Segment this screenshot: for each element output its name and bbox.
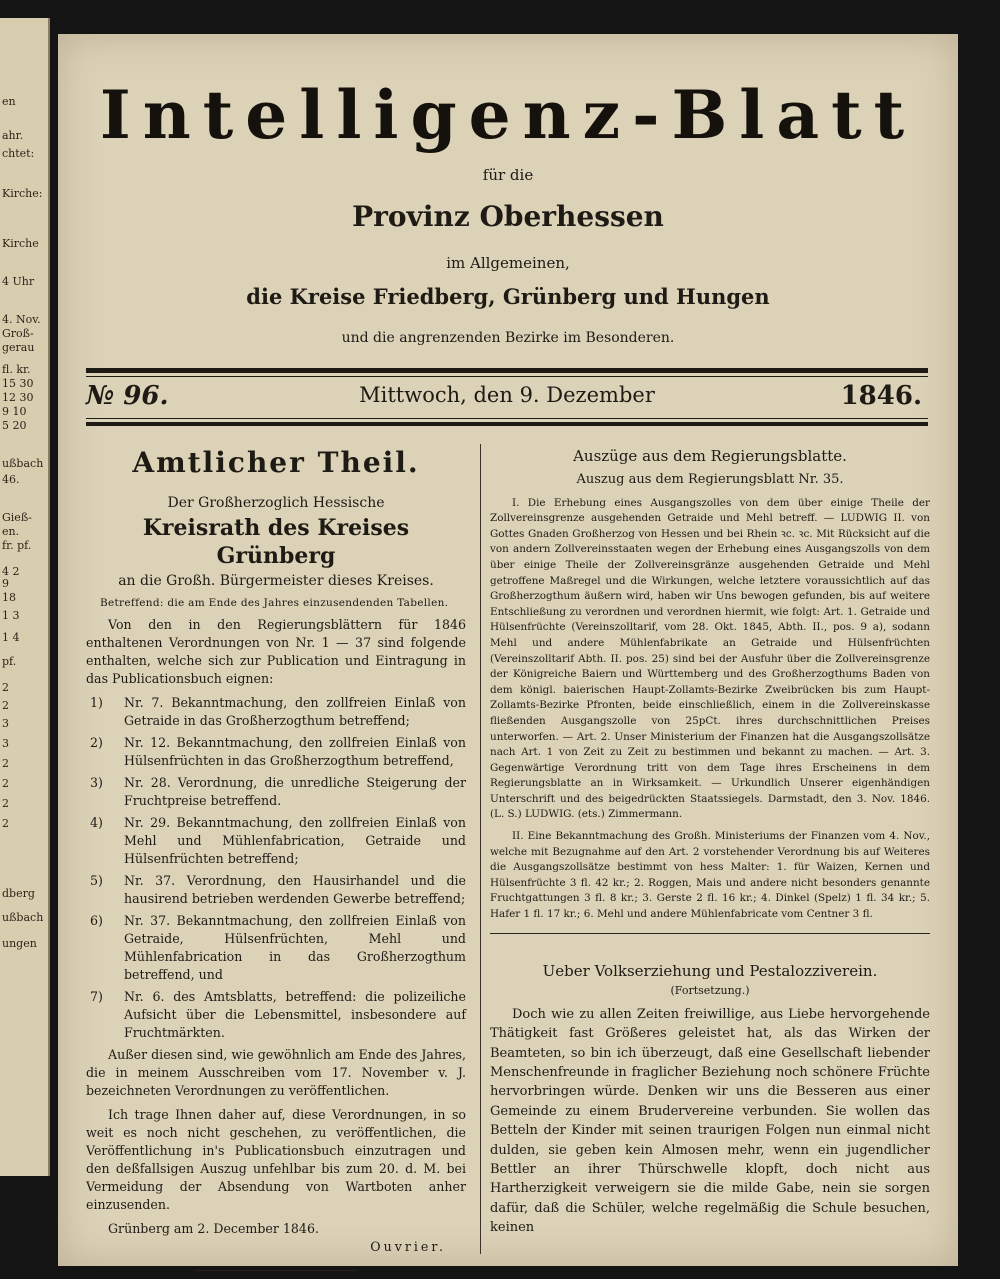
previous-page-edge xyxy=(0,18,50,1176)
notice-issuer-line1: Der Großherzoglich Hessische xyxy=(167,495,385,511)
decree-item-number: 6) xyxy=(90,913,103,928)
previous-page-fragment: fr. pf. xyxy=(2,539,32,552)
masthead-fuer-die: für die xyxy=(482,166,534,184)
previous-page-fragment: ußbach xyxy=(2,457,44,470)
previous-page-fragment: 2 xyxy=(2,757,9,770)
decree-item-number: 5) xyxy=(90,873,103,888)
notice-issuer-line2: Kreisrath des Kreises Grünberg xyxy=(142,515,410,569)
previous-page-fragment: 3 xyxy=(2,717,9,730)
previous-page-fragment: 4. Nov. xyxy=(2,313,41,326)
newspaper-page xyxy=(58,34,958,1266)
section-heading-amtlich: Amtlicher Theil. xyxy=(132,446,420,479)
previous-page-fragment: ungen xyxy=(2,937,37,950)
excerpt-paragraph-1: I. Die Erhebung eines Ausgangszolles von dem über einige Theile der Zollvereinsgrenze ausgehenden Getraide und Mehl betreff. — LUDWIG II. von Gottes Gnaden Großherzog von Hessen und bei Rhein ꝛc. ꝛc. Mit Rücksicht auf die von andern Zollvereinsstaaten wegen der Erhebung eines Ausgangszolls von dem über einige Theile der Zollvereinsgränze ausgehenden Getraide und Mehl getroffene Maßregel und die Wirkungen, welche letztere voraussichtlich auf das Großherzogthum äußern wird, haben wir Uns bewogen gefunden, bis auf weitere Entschließung zu verordnen und verordnen hiermit, wie folgt: Art. 1. Getraide und Hülsenfrüchte (Vereinszolltarif, vom 28. Okt. 1845, Abth. II., pos. 9 a), sodann Mehl und andere Mühlenfabrikate an Getraide und Hülsenfrüchten (Vereinszolltarif Abth. II. pos. 25) sind bei der Ausfuhr über die Zollvereinsgrenze der Königreiche Baiern und Württemberg und des Großherzogthums Baden von dem königl. baierischen Haupt-Zollamts-Bezirke Zweibrücken bis zum Haupt-Zollamts-Bezirke Pfronten, beide einschließlich, einem in die Zollvereinskasse fließenden Ausgangszolle von 25pCt. ihres durchschnittlichen Preises unterworfen. — Art. 2. Unser Ministerium der Finanzen hat die Ausgangszollsätze nach Art. 1 von Zeit zu Zeit zu bestimmen und bekannt zu machen. — Art. 3. Gegenwärtige Verordnung tritt von dem Tage ihres Erscheinens in dem Regierungsblatte an in Wirksamkeit. — Urkundlich Unserer eigenhändigen Unterschrift und des beigedrückten Staatssiegels. Darmstadt, den 3. Nov. 1846. (L. S.) LUDWIG. (ets.) Zimmermann. xyxy=(490,496,930,821)
previous-page-fragment: 4 Uhr xyxy=(2,275,35,288)
masthead-allgemein: im Allgemeinen, xyxy=(446,254,570,272)
decree-item-text: Nr. 29. Bekanntmachung, den zollfreien Einlaß von Mehl und Mühlenfabrication, Getraide und Hülsenfrüchten betreffend; xyxy=(124,815,466,866)
previous-page-fragment: gerau xyxy=(2,341,35,354)
masthead-title: Intelligenz-Blatt xyxy=(99,76,917,154)
previous-page-fragment: 1 3 xyxy=(2,609,20,622)
previous-page-fragment: 12 30 xyxy=(2,391,34,404)
previous-page-fragment: 9 10 xyxy=(2,405,27,418)
notice-place-date: Grünberg am 2. December 1846. xyxy=(108,1221,319,1236)
decree-item-number: 3) xyxy=(90,775,103,790)
masthead-provinz: Provinz Oberhessen xyxy=(352,200,664,233)
column-divider xyxy=(480,444,481,1254)
previous-page-fragment: 9 xyxy=(2,577,9,590)
previous-page-fragment: dberg xyxy=(2,887,35,900)
decree-item-number: 7) xyxy=(90,989,103,1004)
previous-page-fragment: 4 2 xyxy=(2,565,20,578)
decree-item xyxy=(86,734,466,770)
decree-item-text: Nr. 12. Bekanntmachung, den zollfreien Einlaß von Hülsenfrüchten in das Großherzogthum betreffend, xyxy=(124,735,466,768)
previous-page-fragment: 2 xyxy=(2,817,9,830)
end-rule xyxy=(196,1270,356,1271)
notice-subject: Betreffend: die am Ende des Jahres einzusendenden Tabellen. xyxy=(100,597,449,609)
decree-list xyxy=(86,694,466,1042)
decree-item-text: Nr. 6. des Amtsblatts, betreffend: die polizeiliche Aufsicht über die Lebensmittel, insbesondere auf Fruchtmärkten. xyxy=(124,989,466,1040)
article-body: Doch wie zu allen Zeiten freiwillige, aus Liebe hervorgehende Thätigkeit fast Größeres geleistet hat, als das Wirken der Beamteten, so bin ich überzeugt, daß eine Gesellschaft liebender Menschenfreunde in fraglicher Beziehung noch schönere Früchte hervorbringen würde. Denken wir uns die Besseren aus einer Gemeinde zu einem Brudervereine verbunden. Sie wollen das Betteln der Kinder mit seinen traurigen Folgen nun einmal nicht dulden, sie geben kein Almosen mehr, wenn ein jugendlicher Bettler an ihrer Thürschwelle klopft, doch nicht aus Hartherzigkeit verweigern sie die milde Gabe, nein sie sorgen dafür, daß die Schüler, welche regelmäßig die Schule besuchen, keinen xyxy=(490,1006,930,1236)
excerpts-heading: Auszüge aus dem Regierungsblatte. xyxy=(573,447,847,465)
excerpt-paragraph-2: II. Eine Bekanntmachung des Großh. Ministeriums der Finanzen vom 4. Nov., welche mit Bezugnahme auf den Art. 2 vorstehender Verordnung bis auf Weiteres die Ausgangszollsätze bestimmt von hess Malter: 1. für Waizen, Kernen und Hülsenfrüchte 3 fl. 42 kr.; 2. Roggen, Mais und andere nicht besonders genannte Fruchtgattungen 3 fl. 8 kr.; 3. Gerste 2 fl. 16 kr.; 4. Dinkel (Spelz) 1 fl. 34 kr.; 5. Hafer 1 fl. 17 kr.; 6. Mehl und andere Mühlenfabricate vom Centner 3 fl. xyxy=(490,830,930,921)
decree-item xyxy=(86,912,466,984)
issue-number: № 96. xyxy=(86,381,169,411)
previous-page-fragment: en xyxy=(2,95,16,108)
issue-year: 1846. xyxy=(840,381,922,411)
previous-page-fragment: Gieß- xyxy=(2,511,32,524)
previous-page-fragment: Kirche xyxy=(2,237,39,250)
decree-item-text: Nr. 37. Bekanntmachung, den zollfreien Einlaß von Getraide, Hülsenfrüchten, Mehl und Mühlenfabrication in das Großherzogthum betreffend, und xyxy=(124,913,466,982)
decree-item xyxy=(86,988,466,1042)
previous-page-fragment: 18 xyxy=(2,591,16,604)
notice-intro: Von den in den Regierungsblättern für 1846 enthaltenen Verordnungen von Nr. 1 — 37 sind folgende enthalten, welche sich zur Publication und Eintragung in das Publicationsbuch eignen: xyxy=(86,617,466,686)
previous-page-fragment: 2 xyxy=(2,699,9,712)
decree-item xyxy=(86,872,466,908)
decree-item xyxy=(86,694,466,730)
top-rule-thin xyxy=(86,376,928,377)
bottom-rule-thick xyxy=(86,422,928,426)
decree-item xyxy=(86,774,466,810)
previous-page-fragment: Groß- xyxy=(2,327,34,340)
right-column xyxy=(490,446,930,1238)
issue-date: Mittwoch, den 9. Dezember xyxy=(359,383,655,407)
previous-page-fragment: fl. kr. xyxy=(2,363,31,376)
decree-item-text: Nr. 7. Bekanntmachung, den zollfreien Einlaß von Getraide in das Großherzogthum betreffend; xyxy=(124,695,466,728)
decree-item-number: 4) xyxy=(90,815,103,830)
masthead-kreise: die Kreise Friedberg, Grünberg und Hungen xyxy=(246,284,770,309)
article-title: Ueber Volkserziehung und Pestalozziverein. xyxy=(542,961,878,980)
decree-item xyxy=(86,814,466,868)
notice-recipient: an die Großh. Bürgermeister dieses Kreises. xyxy=(118,573,434,589)
previous-page-fragment: 1 4 xyxy=(2,631,20,644)
bottom-rule-thin xyxy=(86,418,928,419)
notice-signature: Ouvrier. xyxy=(370,1239,446,1254)
previous-page-fragment: 2 xyxy=(2,681,9,694)
article-continued: (Fortsetzung.) xyxy=(670,984,750,998)
left-column xyxy=(86,446,466,1271)
masthead-bezirke: und die angrenzenden Bezirke im Besonderen. xyxy=(341,330,675,346)
decree-item-text: Nr. 28. Verordnung, die unredliche Steigerung der Fruchtpreise betreffend. xyxy=(124,775,466,808)
section-rule xyxy=(490,933,930,934)
previous-page-fragment: 46. xyxy=(2,473,20,486)
excerpts-subheading: Auszug aus dem Regierungsblatt Nr. 35. xyxy=(576,472,844,487)
issue-bar xyxy=(86,381,928,415)
previous-page-fragment: 2 xyxy=(2,777,9,790)
previous-page-fragment: ußbach xyxy=(2,911,44,924)
previous-page-fragment: pf. xyxy=(2,655,17,668)
previous-page-fragment: 15 30 xyxy=(2,377,34,390)
decree-item-number: 1) xyxy=(90,695,103,710)
decree-item-text: Nr. 37. Verordnung, den Hausirhandel und die hausirend betrieben werdenden Gewerbe betreffend; xyxy=(124,873,466,906)
notice-paragraph-3: Ich trage Ihnen daher auf, diese Verordnungen, in so weit es noch nicht geschehen, zu veröffentlichen, die Veröffentlichung in's Publicationsbuch einzutragen und den deßfallsigen Auszug unfehlbar bis zum 20. d. M. bei Vermeidung der Absendung von Wartboten anher einzusenden. xyxy=(86,1107,466,1212)
notice-paragraph-2: Außer diesen sind, wie gewöhnlich am Ende des Jahres, die in meinem Ausschreiben vom 17. November v. J. bezeichneten Verordnungen zu veröffentlichen. xyxy=(86,1047,466,1098)
top-rule-thick xyxy=(86,368,928,373)
previous-page-fragment: Kirche: xyxy=(2,187,43,200)
previous-page-fragment: 3 xyxy=(2,737,9,750)
previous-page-fragment: 5 20 xyxy=(2,419,27,432)
previous-page-fragment: chtet: xyxy=(2,147,35,160)
decree-item-number: 2) xyxy=(90,735,103,750)
previous-page-fragment: ahr. xyxy=(2,129,24,142)
previous-page-fragment: 2 xyxy=(2,797,9,810)
previous-page-fragment: en. xyxy=(2,525,20,538)
